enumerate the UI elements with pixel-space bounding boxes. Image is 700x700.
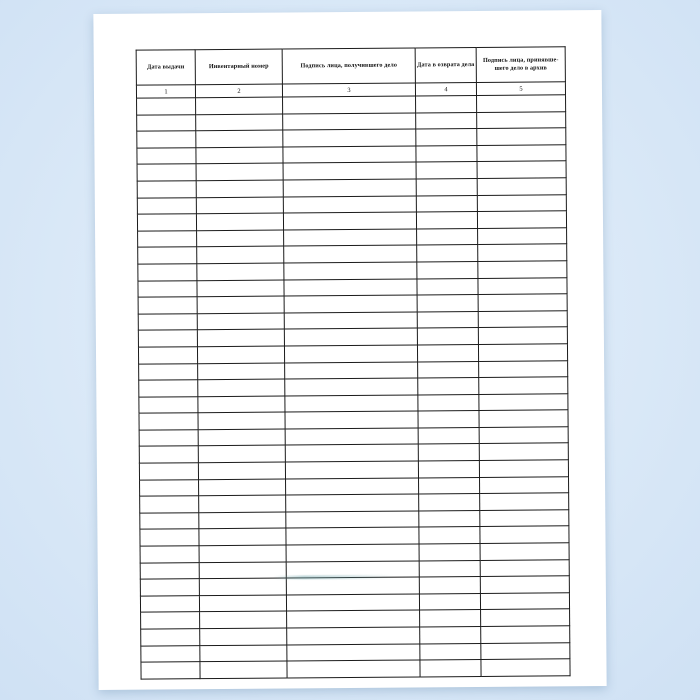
table-cell xyxy=(481,626,570,643)
table-cell xyxy=(141,645,200,662)
table-cell xyxy=(286,594,419,612)
table-cell xyxy=(286,527,419,545)
header-row xyxy=(136,47,565,85)
table-cell xyxy=(419,477,480,494)
table-cell xyxy=(418,461,479,478)
table-cell xyxy=(285,428,418,446)
table-cell xyxy=(286,577,419,595)
table-cell xyxy=(198,462,285,479)
table-cell xyxy=(479,360,568,377)
table-cell xyxy=(420,610,481,627)
column-header-receiver-signature: Подпись лица, получившего дело xyxy=(282,48,415,84)
table-cell xyxy=(285,411,418,429)
table-cell xyxy=(480,559,569,576)
table-cell xyxy=(284,328,417,346)
table-cell xyxy=(284,245,417,263)
table-cell xyxy=(285,361,418,379)
table-cell xyxy=(138,230,197,247)
table-cell xyxy=(139,413,198,430)
registry-table xyxy=(136,46,571,679)
table-cell xyxy=(140,496,199,513)
table-cell xyxy=(137,214,196,231)
table-cell xyxy=(419,593,480,610)
table-cell xyxy=(196,180,283,197)
table-cell xyxy=(416,195,477,212)
column-number-4: 4 xyxy=(415,82,476,95)
table-cell xyxy=(283,96,416,114)
table-cell xyxy=(198,429,285,446)
table-cell xyxy=(418,411,479,428)
table-cell xyxy=(137,181,196,198)
table-cell xyxy=(140,479,199,496)
table-cell xyxy=(419,560,480,577)
table-cell xyxy=(199,495,286,512)
column-number-2: 2 xyxy=(195,84,282,98)
table-cell xyxy=(417,344,478,361)
table-cell xyxy=(196,147,283,164)
table-cell xyxy=(478,344,567,361)
table-cell xyxy=(416,112,477,129)
table-cell xyxy=(283,146,416,164)
table-cell xyxy=(284,345,417,363)
table-cell xyxy=(196,197,283,214)
table-cell xyxy=(283,129,416,147)
table-cell xyxy=(138,280,197,297)
table-cell xyxy=(197,280,284,297)
table-cell xyxy=(283,212,416,230)
table-cell xyxy=(200,645,287,662)
table-cell xyxy=(478,311,567,328)
table-cell xyxy=(141,662,200,679)
table-cell xyxy=(137,197,196,214)
table-cell xyxy=(140,529,199,546)
table-cell xyxy=(199,578,286,595)
table-cell xyxy=(420,643,481,660)
table-cell xyxy=(197,329,284,346)
table-cell xyxy=(477,95,566,112)
table-cell xyxy=(287,627,420,645)
table-cell xyxy=(200,661,287,678)
table-cell xyxy=(286,478,419,496)
table-cell xyxy=(477,111,566,128)
table-cell xyxy=(198,363,285,380)
table-cell xyxy=(283,113,416,131)
table-cell xyxy=(138,347,197,364)
table-cell xyxy=(479,393,568,410)
table-cell xyxy=(285,444,418,462)
table-cell xyxy=(139,380,198,397)
table-cell xyxy=(418,427,479,444)
table-cell xyxy=(417,228,478,245)
table-cell xyxy=(417,245,478,262)
table-cell xyxy=(419,527,480,544)
table-cell xyxy=(416,95,477,112)
table-container xyxy=(136,46,565,679)
table-cell xyxy=(481,659,570,676)
table-cell xyxy=(138,330,197,347)
table-cell xyxy=(417,278,478,295)
table-cell xyxy=(198,379,285,396)
table-cell xyxy=(197,263,284,280)
column-header-return-date: Дата в озврата дела xyxy=(415,48,476,83)
table-cell xyxy=(481,642,570,659)
table-cell xyxy=(417,311,478,328)
column-header-archivist-signature: Подпись лица, принявше- шего дело в архив xyxy=(476,47,565,83)
column-header-issue-date: Дата выдачи xyxy=(136,50,195,85)
table-cell xyxy=(420,626,481,643)
table-cell xyxy=(198,396,285,413)
column-header-inventory-number: Инвентарный номер xyxy=(195,49,282,85)
table-cell xyxy=(199,479,286,496)
table-cell xyxy=(477,145,566,162)
table-cell xyxy=(140,579,199,596)
table-cell xyxy=(479,443,568,460)
column-number-3: 3 xyxy=(282,83,415,97)
table-cell xyxy=(418,394,479,411)
table-cell xyxy=(199,512,286,529)
table-cell xyxy=(417,295,478,312)
table-cell xyxy=(140,562,199,579)
table-cell xyxy=(478,228,567,245)
table-cell xyxy=(139,463,198,480)
table-body xyxy=(137,95,571,679)
table-cell xyxy=(285,378,418,396)
table-cell xyxy=(418,378,479,395)
table-cell xyxy=(420,660,481,677)
table-cell xyxy=(479,377,568,394)
table-cell xyxy=(478,327,567,344)
table-cell xyxy=(477,178,566,195)
table-cell xyxy=(477,194,566,211)
table-cell xyxy=(139,430,198,447)
table-cell xyxy=(287,610,420,628)
table-cell xyxy=(480,510,569,527)
table-cell xyxy=(283,179,416,197)
table-cell xyxy=(283,196,416,214)
table-cell xyxy=(138,247,197,264)
table-cell xyxy=(478,277,567,294)
table-cell xyxy=(418,361,479,378)
table-cell xyxy=(196,163,283,180)
table-cell xyxy=(137,114,196,131)
table-cell xyxy=(140,513,199,530)
table-cell xyxy=(419,544,480,561)
table-cell xyxy=(479,410,568,427)
table-cell xyxy=(138,264,197,281)
table-cell xyxy=(199,595,286,612)
table-cell xyxy=(478,294,567,311)
table-cell xyxy=(477,128,566,145)
table-cell xyxy=(140,546,199,563)
table-cell xyxy=(141,612,200,629)
document-sheet xyxy=(93,10,606,690)
table-cell xyxy=(197,313,284,330)
table-cell xyxy=(418,444,479,461)
table-cell xyxy=(138,297,197,314)
table-cell xyxy=(198,412,285,429)
table-cell xyxy=(200,611,287,628)
table-cell xyxy=(287,644,420,662)
table-cell xyxy=(199,528,286,545)
table-cell xyxy=(197,296,284,313)
table-cell xyxy=(479,427,568,444)
table-cell xyxy=(137,164,196,181)
table-cell xyxy=(139,446,198,463)
table-cell xyxy=(197,246,284,263)
table-cell xyxy=(419,577,480,594)
table-cell xyxy=(285,395,418,413)
table-cell xyxy=(416,212,477,229)
table-head xyxy=(136,47,565,98)
table-cell xyxy=(419,494,480,511)
table-cell xyxy=(480,593,569,610)
table-cell xyxy=(284,279,417,297)
table-cell xyxy=(287,660,420,678)
table-cell xyxy=(286,544,419,562)
table-cell xyxy=(285,461,418,479)
table-cell xyxy=(480,493,569,510)
table-cell xyxy=(137,147,196,164)
table-cell xyxy=(139,363,198,380)
table-cell xyxy=(196,97,283,114)
table-cell xyxy=(479,460,568,477)
table-cell xyxy=(481,609,570,626)
table-cell xyxy=(199,545,286,562)
table-cell xyxy=(141,629,200,646)
table-cell xyxy=(140,596,199,613)
table-cell xyxy=(197,346,284,363)
table-cell xyxy=(286,511,419,529)
table-cell xyxy=(197,230,284,247)
table-cell xyxy=(137,131,196,148)
table-cell xyxy=(198,445,285,462)
table-cell xyxy=(417,261,478,278)
table-cell xyxy=(478,261,567,278)
table-cell xyxy=(416,129,477,146)
table-cell xyxy=(200,628,287,645)
table-cell xyxy=(480,526,569,543)
table-cell xyxy=(138,313,197,330)
table-cell xyxy=(477,211,566,228)
table-cell xyxy=(286,494,419,512)
table-cell xyxy=(416,178,477,195)
table-cell xyxy=(477,161,566,178)
table-cell xyxy=(284,312,417,330)
table-cell xyxy=(284,229,417,247)
table-cell xyxy=(284,295,417,313)
column-number-5: 5 xyxy=(476,82,565,96)
table-cell xyxy=(480,476,569,493)
table-cell xyxy=(284,262,417,280)
table-cell xyxy=(416,162,477,179)
table-cell xyxy=(137,98,196,115)
table-cell xyxy=(139,396,198,413)
table-cell xyxy=(480,543,569,560)
table-cell xyxy=(480,576,569,593)
column-number-1: 1 xyxy=(136,85,195,98)
table-cell xyxy=(196,213,283,230)
table-cell xyxy=(283,162,416,180)
table-cell xyxy=(419,510,480,527)
table-cell xyxy=(416,145,477,162)
table-cell xyxy=(417,328,478,345)
table-cell xyxy=(478,244,567,261)
table-cell xyxy=(196,130,283,147)
table-cell xyxy=(196,114,283,131)
table-row xyxy=(141,659,570,679)
